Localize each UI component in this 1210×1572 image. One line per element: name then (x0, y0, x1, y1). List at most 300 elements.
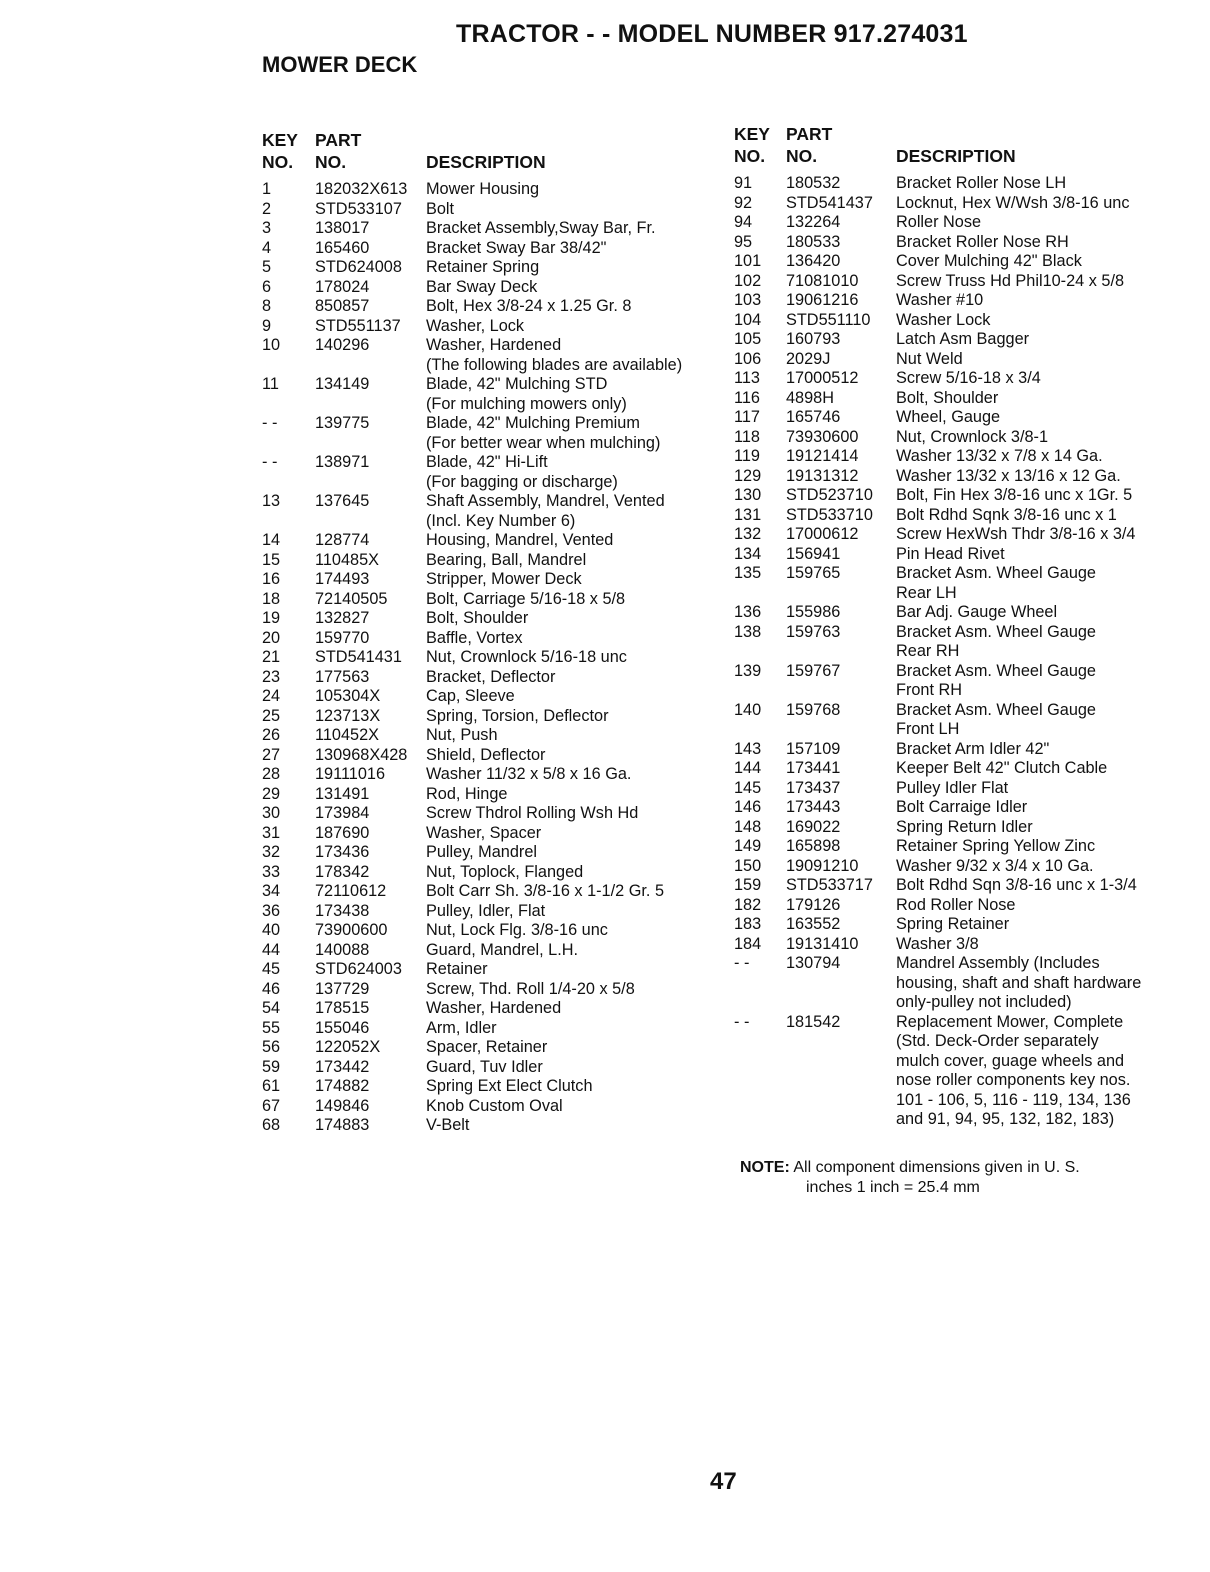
key-cell: 10 (262, 336, 281, 354)
key-cell (734, 720, 786, 740)
description-header: DESCRIPTION (426, 152, 546, 172)
table-row (734, 486, 1179, 506)
key-cell: 144 (734, 759, 762, 777)
part-number-cell: 173436 (315, 843, 370, 861)
table-row (262, 258, 717, 278)
table-row (734, 311, 1179, 331)
description-cell: Bracket Assembly,Sway Bar, Fr. (426, 219, 656, 237)
part-number-cell: 173443 (786, 798, 841, 816)
part-number-cell: 159767 (786, 661, 841, 680)
key-cell: 94 (734, 213, 753, 231)
description-cell: Nut Weld (896, 349, 963, 368)
part-number-cell (315, 356, 426, 376)
part-number-cell: 138971 (315, 453, 370, 471)
description-cell: Bracket Arm Idler 42" (896, 739, 1050, 758)
table-row (262, 453, 717, 473)
key-cell: 116 (734, 388, 760, 407)
part-number-cell: 163552 (786, 915, 841, 933)
table-row (734, 213, 1179, 233)
parts-table-right (734, 124, 1179, 1130)
table-row (734, 1013, 1179, 1033)
key-cell: 105 (734, 330, 762, 348)
table-row (262, 999, 717, 1019)
table-row (262, 551, 717, 571)
part-number-cell: 155986 (786, 603, 841, 621)
key-cell: 14 (262, 531, 281, 549)
part-number-cell: 17000512 (786, 369, 859, 387)
key-cell: 54 (262, 999, 281, 1017)
key-cell: 131 (734, 505, 762, 524)
part-number-cell: 19111016 (315, 765, 386, 783)
description-cell: Bracket Roller Nose LH (896, 174, 1067, 192)
description-cell: Bracket Asm. Wheel Gauge (896, 564, 1096, 582)
description-cell: Bar Adj. Gauge Wheel (896, 603, 1058, 621)
key-cell: 29 (262, 784, 281, 803)
section-title: MOWER DECK (262, 52, 418, 77)
part-number-cell: 165746 (786, 408, 841, 426)
description-cell: Nut, Push (426, 726, 498, 744)
key-cell: 106 (734, 349, 762, 368)
key-cell: 18 (262, 589, 281, 608)
key-header-bottom: NO. (262, 152, 294, 172)
table-row (734, 408, 1179, 428)
table-row (734, 291, 1179, 311)
key-cell (734, 974, 786, 994)
part-number-cell (786, 1091, 896, 1111)
table-row (734, 701, 1179, 721)
table-row (734, 876, 1179, 896)
part-header-top: PART (786, 124, 833, 144)
description-cell: Bolt (426, 199, 455, 218)
key-cell (734, 584, 786, 604)
part-number-cell (786, 1032, 896, 1052)
key-cell: 33 (262, 862, 281, 881)
table-row (262, 473, 717, 493)
description-cell: Washer, Hardened (426, 336, 562, 354)
key-cell (734, 993, 786, 1013)
table-header (262, 130, 717, 180)
part-number-cell: 128774 (315, 531, 370, 549)
key-cell (734, 1110, 786, 1130)
part-number-cell: 19121414 (786, 447, 859, 465)
part-number-cell: 123713X (315, 706, 381, 725)
description-cell: Nut, Crownlock 3/8-1 (896, 427, 1049, 446)
key-cell: 136 (734, 603, 762, 621)
key-cell: 143 (734, 739, 762, 758)
parts-list-left (262, 180, 717, 1136)
table-row (734, 1032, 1179, 1052)
description-cell: nose roller components key nos. (896, 1071, 1131, 1089)
description-cell: Screw, Thd. Roll 1/4-20 x 5/8 (426, 979, 635, 998)
table-row (262, 882, 717, 902)
table-row (262, 921, 717, 941)
table-row (262, 726, 717, 746)
part-number-cell: 180532 (786, 174, 841, 192)
part-number-cell: 178515 (315, 999, 370, 1017)
table-row (262, 765, 717, 785)
table-row (262, 180, 717, 200)
part-number-cell: 159770 (315, 628, 370, 647)
description-cell: Screw Truss Hd Phil10-24 x 5/8 (896, 271, 1125, 290)
table-row (734, 779, 1179, 799)
note-line-1: All component dimensions given in U. S. (793, 1159, 1080, 1176)
description-cell: Rod, Hinge (426, 784, 508, 803)
table-row (734, 428, 1179, 448)
key-cell: 6 (262, 277, 272, 296)
key-cell: 19 (262, 609, 281, 627)
table-row (262, 707, 717, 727)
table-row (734, 252, 1179, 272)
table-row (262, 1116, 717, 1136)
part-number-cell: STD533710 (786, 505, 873, 524)
part-number-cell: 105304X (315, 687, 381, 705)
description-cell: Cover Mulching 42" Black (896, 252, 1082, 270)
part-number-cell: 132827 (315, 609, 370, 627)
description-cell: Bracket, Deflector (426, 667, 556, 686)
table-row (262, 1097, 717, 1117)
part-number-cell: 149846 (315, 1096, 370, 1115)
description-cell: housing, shaft and shaft hardware (896, 973, 1142, 992)
part-number-cell: 173984 (315, 804, 370, 822)
table-row (734, 1091, 1179, 1111)
part-number-cell: 19131410 (786, 934, 859, 953)
table-row (262, 1019, 717, 1039)
key-cell: 8 (262, 297, 272, 315)
part-header-top: PART (315, 130, 362, 150)
description-cell: Nut, Toplock, Flanged (426, 862, 584, 881)
part-number-cell (315, 395, 426, 415)
key-cell: 139 (734, 661, 762, 680)
table-row (262, 570, 717, 590)
description-cell: Washer 11/32 x 5/8 x 16 Ga. (426, 765, 632, 783)
description-cell: Bolt, Carriage 5/16-18 x 5/8 (426, 589, 626, 608)
part-number-cell (786, 720, 896, 740)
description-cell: Stripper, Mower Deck (426, 570, 582, 588)
part-number-cell: 157109 (786, 739, 841, 758)
description-cell: Retainer Spring Yellow Zinc (896, 837, 1096, 855)
table-row (262, 356, 717, 376)
key-cell (734, 642, 786, 662)
description-cell: Bearing, Ball, Mandrel (426, 550, 587, 569)
part-number-cell: 180533 (786, 232, 841, 251)
table-row (734, 857, 1179, 877)
key-cell: 31 (262, 823, 281, 842)
part-number-cell: 132264 (786, 213, 841, 231)
description-cell: Roller Nose (896, 213, 982, 231)
page-number: 47 (710, 1468, 737, 1495)
part-number-cell: 177563 (315, 667, 370, 686)
part-number-cell: 72140505 (315, 589, 388, 608)
key-cell: 145 (734, 778, 762, 797)
part-number-cell: 178342 (315, 862, 370, 881)
table-row (262, 200, 717, 220)
table-row (734, 330, 1179, 350)
part-number-cell: 136420 (786, 252, 841, 270)
part-number-cell: 173438 (315, 901, 370, 920)
table-row (262, 824, 717, 844)
part-number-cell: 19061216 (786, 291, 859, 309)
table-row (262, 863, 717, 883)
part-number-cell: 2029J (786, 349, 831, 368)
description-cell: Washer, Spacer (426, 823, 542, 842)
key-cell (262, 473, 315, 493)
part-number-cell: 130794 (786, 954, 841, 972)
key-cell: 59 (262, 1057, 281, 1076)
table-row (734, 603, 1179, 623)
description-cell: Bracket Roller Nose RH (896, 232, 1069, 251)
key-cell: 30 (262, 804, 281, 822)
description-cell: (For mulching mowers only) (426, 394, 627, 413)
description-cell: Washer, Lock (426, 316, 525, 335)
table-row (734, 798, 1179, 818)
key-cell: 23 (262, 667, 281, 686)
table-row (262, 512, 717, 532)
part-number-cell: 71081010 (786, 271, 859, 290)
key-cell: 140 (734, 700, 762, 719)
key-cell: 182 (734, 895, 762, 914)
part-number-cell: 173442 (315, 1057, 370, 1076)
key-cell: 103 (734, 291, 762, 309)
key-cell (734, 1071, 786, 1091)
table-row (262, 297, 717, 317)
part-number-cell (786, 642, 896, 662)
part-number-cell: STD551137 (315, 316, 401, 335)
part-number-cell: 131491 (315, 784, 370, 803)
description-header: DESCRIPTION (896, 146, 1016, 166)
key-cell (734, 1091, 786, 1111)
part-number-cell (786, 993, 896, 1013)
table-row (262, 492, 717, 512)
description-cell: V-Belt (426, 1116, 470, 1134)
description-cell: Latch Asm Bagger (896, 330, 1030, 348)
description-cell: Guard, Mandrel, L.H. (426, 940, 579, 959)
part-number-cell (315, 512, 426, 532)
table-row (734, 369, 1179, 389)
table-row (262, 434, 717, 454)
table-row (262, 980, 717, 1000)
part-number-cell: STD551110 (786, 310, 871, 329)
part-number-cell: 160793 (786, 330, 841, 348)
description-cell: Spring Ext Elect Clutch (426, 1077, 593, 1095)
part-number-cell: 19091210 (786, 856, 859, 875)
key-cell: 183 (734, 915, 762, 933)
key-cell: 5 (262, 258, 272, 276)
part-number-cell: 155046 (315, 1018, 370, 1037)
table-row (262, 336, 717, 356)
key-cell: 148 (734, 817, 762, 836)
part-number-cell: 179126 (786, 895, 841, 914)
note-label: NOTE: (740, 1159, 790, 1176)
table-row (262, 239, 717, 259)
key-cell (262, 356, 315, 376)
key-cell: 132 (734, 525, 762, 543)
key-cell: 16 (262, 570, 281, 588)
dimensions-note (740, 1158, 1080, 1198)
key-cell: 146 (734, 798, 762, 816)
part-number-cell: 140088 (315, 940, 370, 959)
description-cell: (Std. Deck-Order separately (896, 1032, 1099, 1050)
description-cell: (Incl. Key Number 6) (426, 511, 576, 530)
key-cell: 36 (262, 901, 281, 920)
key-cell: 24 (262, 687, 281, 705)
part-number-cell: 156941 (786, 544, 841, 563)
table-row (262, 629, 717, 649)
table-row (262, 278, 717, 298)
part-number-cell: 850857 (315, 297, 370, 315)
key-cell (262, 512, 315, 532)
table-row (734, 896, 1179, 916)
part-number-cell: STD523710 (786, 486, 873, 504)
part-number-cell: 165898 (786, 837, 841, 855)
description-cell: Bolt Carr Sh. 3/8-16 x 1-1/2 Gr. 5 (426, 882, 664, 900)
description-cell: Rear LH (896, 583, 957, 602)
table-row (262, 668, 717, 688)
table-row (734, 194, 1179, 214)
description-cell: Arm, Idler (426, 1018, 497, 1037)
key-cell: 27 (262, 745, 281, 764)
key-cell: 134 (734, 544, 762, 563)
table-row (262, 219, 717, 239)
description-cell: Baffle, Vortex (426, 628, 523, 647)
key-cell: 95 (734, 232, 753, 251)
description-cell: Bolt, Shoulder (426, 609, 529, 627)
table-row (734, 720, 1179, 740)
part-number-cell: STD541431 (315, 648, 402, 666)
key-cell: 32 (262, 843, 281, 861)
key-cell: 1 (262, 180, 272, 198)
description-cell: Mower Housing (426, 180, 540, 198)
table-row (262, 902, 717, 922)
part-number-cell: 110485X (315, 550, 379, 569)
key-cell: 113 (734, 369, 760, 387)
table-row (734, 1110, 1179, 1130)
description-cell: mulch cover, guage wheels and (896, 1051, 1125, 1070)
table-row (262, 941, 717, 961)
part-number-cell: 137729 (315, 979, 370, 998)
description-cell: Nut, Lock Flg. 3/8-16 unc (426, 921, 608, 939)
key-cell: 118 (734, 427, 760, 446)
part-number-cell: 187690 (315, 823, 370, 842)
table-row (734, 915, 1179, 935)
description-cell: Bolt Carraige Idler (896, 798, 1028, 816)
table-row (734, 935, 1179, 955)
description-cell: (The following blades are available) (426, 355, 683, 374)
parts-table-left (262, 130, 717, 1136)
part-number-cell: 173441 (786, 759, 841, 777)
part-number-cell: 17000612 (786, 525, 859, 543)
part-number-cell (786, 1110, 896, 1130)
key-cell: 4 (262, 238, 272, 257)
part-number-cell: 72110612 (315, 882, 387, 900)
key-cell: 46 (262, 979, 281, 998)
description-cell: Bar Sway Deck (426, 277, 538, 296)
part-number-cell: 173437 (786, 778, 841, 797)
key-cell: 2 (262, 199, 272, 218)
key-cell: 56 (262, 1038, 281, 1056)
description-cell: (For better wear when mulching) (426, 433, 661, 452)
description-cell: only-pulley not included) (896, 993, 1072, 1011)
part-number-cell: 169022 (786, 817, 841, 836)
key-cell: 28 (262, 765, 281, 783)
table-row (262, 648, 717, 668)
description-cell: Front RH (896, 681, 963, 699)
table-row (734, 525, 1179, 545)
key-cell: 101 (734, 252, 762, 270)
key-cell: 129 (734, 466, 762, 485)
part-number-cell: 4898H (786, 388, 834, 407)
key-cell: 68 (262, 1116, 281, 1134)
description-cell: Spring, Torsion, Deflector (426, 706, 609, 725)
table-row (734, 954, 1179, 974)
description-cell: Nut, Crownlock 5/16-18 unc (426, 648, 627, 666)
table-row (734, 1052, 1179, 1072)
key-cell: 102 (734, 271, 762, 290)
description-cell: Mandrel Assembly (Includes (896, 954, 1100, 972)
key-cell: 149 (734, 837, 762, 855)
key-cell: 21 (262, 648, 281, 666)
key-cell (262, 434, 315, 454)
description-cell: Bolt, Fin Hex 3/8-16 unc x 1Gr. 5 (896, 486, 1133, 504)
part-number-cell: STD541437 (786, 193, 873, 212)
description-cell: Screw 5/16-18 x 3/4 (896, 369, 1041, 387)
part-number-cell: 139775 (315, 414, 370, 432)
table-row (734, 740, 1179, 760)
key-cell: 3 (262, 219, 272, 237)
table-row (262, 1058, 717, 1078)
part-number-cell: 73900600 (315, 921, 388, 939)
description-cell: Bolt Rdhd Sqnk 3/8-16 unc x 1 (896, 505, 1117, 524)
part-number-cell (315, 434, 426, 454)
parts-list-right (734, 174, 1179, 1130)
part-number-cell (786, 584, 896, 604)
table-row (734, 1071, 1179, 1091)
description-cell: Knob Custom Oval (426, 1096, 563, 1115)
key-cell: 15 (262, 550, 281, 569)
part-number-cell: STD533717 (786, 876, 873, 894)
table-row (262, 1077, 717, 1097)
part-number-cell: STD533107 (315, 199, 402, 218)
table-row (262, 375, 717, 395)
table-row (734, 545, 1179, 565)
key-cell: 45 (262, 960, 281, 978)
key-cell (734, 681, 786, 701)
description-cell: Washer, Hardened (426, 999, 562, 1017)
key-cell: 9 (262, 316, 272, 335)
description-cell: Front LH (896, 720, 960, 738)
part-number-cell: 159763 (786, 622, 841, 641)
part-number-cell (786, 681, 896, 701)
description-cell: Cap, Sleeve (426, 687, 515, 705)
key-cell: 138 (734, 622, 762, 641)
key-header-bottom: NO. (734, 146, 766, 166)
description-cell: Housing, Mandrel, Vented (426, 531, 614, 549)
description-cell: Bolt Rdhd Sqn 3/8-16 unc x 1-3/4 (896, 876, 1137, 894)
key-header-top: KEY (734, 124, 770, 144)
part-header-bottom: NO. (315, 152, 347, 172)
part-number-cell: 73930600 (786, 427, 859, 446)
description-cell: Spacer, Retainer (426, 1038, 548, 1056)
table-row (734, 350, 1179, 370)
description-cell: and 91, 94, 95, 132, 182, 183) (896, 1110, 1115, 1128)
table-row (734, 506, 1179, 526)
part-number-cell: 19131312 (786, 466, 859, 485)
description-cell: Spring Return Idler (896, 817, 1033, 836)
table-row (262, 531, 717, 551)
table-row (734, 447, 1179, 467)
key-cell: 91 (734, 174, 753, 192)
table-row (262, 414, 717, 434)
table-row (262, 609, 717, 629)
